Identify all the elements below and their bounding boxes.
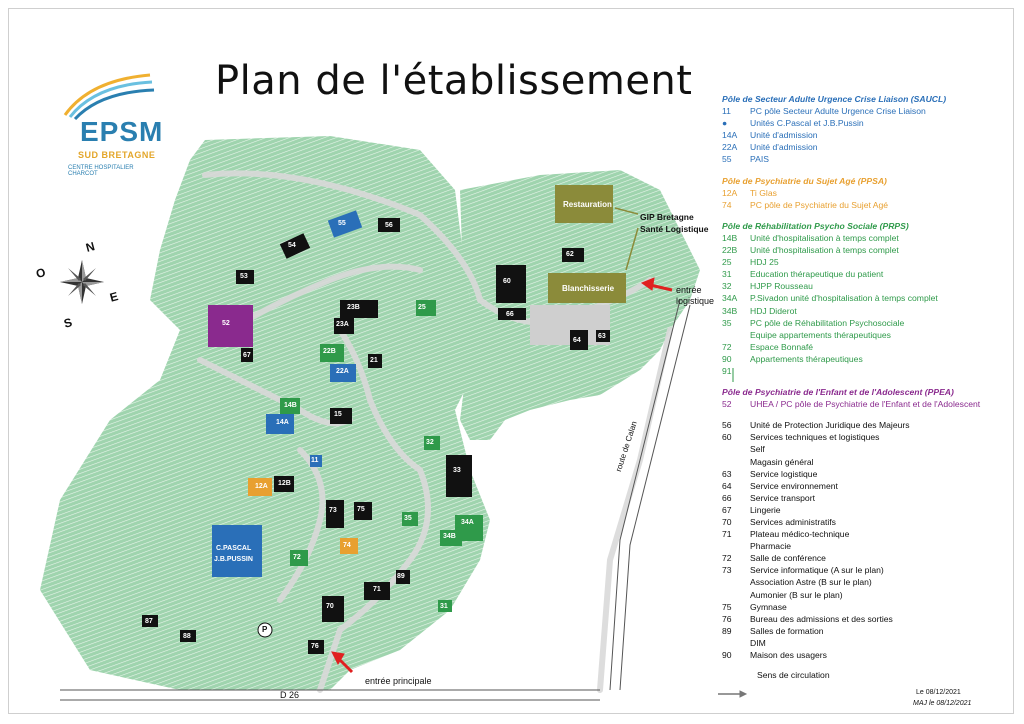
legend-item: [722, 365, 1012, 377]
legend-item-code: 73: [722, 565, 732, 576]
legend-item-text: Appartements thérapeutiques: [750, 353, 863, 364]
legend-item-text: PC pôle Secteur Adulte Urgence Crise Liaison: [750, 106, 926, 117]
legend-item: [722, 341, 1012, 353]
legend-item: [722, 419, 1012, 431]
legend-item-text: Service informatique (A sur le plan): [750, 565, 884, 576]
building-label-25: 25: [418, 304, 426, 311]
legend-item: [722, 528, 1012, 540]
legend-other-list: [722, 419, 1012, 661]
building-label-56: 56: [385, 222, 393, 229]
legend-item-code: 70: [722, 517, 732, 527]
building-label-14a: 14A: [276, 419, 289, 426]
building-label-87: 87: [145, 618, 153, 625]
building-label-89: 89: [397, 573, 405, 580]
building-label-73: 73: [329, 507, 337, 514]
legend-item: [722, 105, 1012, 117]
legend-item-text: Pharmacie: [750, 541, 792, 552]
compass-n: N: [84, 239, 97, 255]
building-label-22b: 22B: [323, 348, 336, 355]
legend-item: [722, 153, 1012, 165]
legend-item-code: 90: [722, 353, 732, 364]
building-label-52: 52: [222, 320, 230, 327]
building-label-33: 33: [453, 467, 461, 474]
legend-circulation: Sens de circulation: [757, 670, 830, 681]
building-label-23a: 23A: [336, 321, 349, 328]
legend-item-code: 14A: [722, 130, 738, 141]
legend-item: [722, 292, 1012, 304]
building-33-shape: [446, 455, 472, 497]
legend-item-text: P.Sivadon unité d'hospitalisation à temps complet: [750, 293, 938, 304]
legend-item-code: 11: [722, 106, 731, 117]
legend-item-code: 64: [722, 480, 732, 491]
legend-item: [722, 540, 1012, 552]
building-label-66: 66: [506, 311, 514, 318]
logo-subtitle: SUD BRETAGNE: [78, 150, 156, 160]
legend-item: [722, 329, 1012, 341]
legend-item: [722, 256, 1012, 268]
legend-item-code: 25: [722, 257, 732, 268]
legend-item: [722, 244, 1012, 256]
building-label-14b: 14B: [284, 402, 297, 409]
legend-item-code: 52: [722, 399, 732, 410]
maj-label: MAJ le 08/12/2021: [913, 700, 972, 707]
legend-item: [722, 601, 1012, 613]
legend-ppea-list: [722, 398, 1012, 410]
legend-item-text: Service logistique: [750, 468, 818, 479]
legend-item: [722, 353, 1012, 365]
legend-saucl-title: Pôle de Secteur Adulte Urgence Crise Liaison (SAUCL): [722, 94, 947, 104]
building-label-15: 15: [334, 411, 342, 418]
legend: [722, 93, 1012, 681]
legend-item: [722, 468, 1012, 480]
legend-item-code: 72: [722, 553, 732, 564]
page-title: Plan de l'établissement: [215, 58, 693, 104]
legend-item-text: PC pôle de Psychiatrie du Sujet Agé: [750, 199, 889, 210]
logo-swoosh-icon: [60, 70, 160, 120]
legend-item-text: Aumonier (B sur le plan): [750, 589, 843, 600]
legend-item: [722, 280, 1012, 292]
legend-item-text: Gymnase: [750, 601, 787, 612]
legend-item-text: Maison des usagers: [750, 650, 827, 661]
compass-rose: [60, 260, 104, 304]
legend-item-text: Ti Glas: [750, 187, 777, 198]
legend-item-code: [722, 540, 750, 552]
jbpussin-label: J.B.PUSSIN: [214, 556, 253, 563]
legend-item-text: Self: [750, 444, 765, 455]
legend-item-text: DIM: [750, 637, 766, 648]
legend-item: [722, 443, 1012, 455]
legend-item-text: Salle de conférence: [750, 553, 826, 564]
legend-item-code: 71: [722, 529, 732, 540]
legend-item-code: 60: [722, 432, 732, 443]
building-label-75: 75: [357, 506, 365, 513]
legend-ppea-title: Pôle de Psychiatrie de l'Enfant et de l'Adolescent (PPEA): [722, 387, 954, 398]
legend-item-text: Unité d'admission: [750, 130, 818, 141]
building-label-70: 70: [326, 603, 334, 610]
entree-principale-label: entrée principale: [365, 676, 432, 686]
legend-item-code: 22A: [722, 142, 738, 153]
legend-item-text: Plateau médico-technique: [750, 529, 850, 540]
building-label-22a: 22A: [336, 368, 349, 375]
legend-item-code: [722, 637, 750, 649]
building-73-shape: [326, 500, 344, 528]
epsm-logo: [60, 70, 164, 180]
legend-item: [722, 268, 1012, 280]
legend-item-text: Salles de formation: [750, 625, 824, 636]
legend-item-code: 72: [722, 341, 732, 352]
legend-item: [722, 232, 1012, 244]
legend-item-text: Unité d'admission: [750, 142, 818, 153]
legend-item-code: ●: [722, 118, 728, 129]
legend-item-text: Bureau des admissions et des sorties: [750, 613, 893, 624]
building-label-67: 67: [243, 352, 251, 359]
d26-label: D 26: [280, 690, 300, 700]
legend-item-code: 22B: [722, 245, 738, 256]
legend-item: [722, 649, 1012, 661]
building-label-72: 72: [293, 554, 301, 561]
building-label-88: 88: [183, 633, 191, 640]
legend-item: [722, 504, 1012, 516]
building-label-34a: 34A: [461, 519, 474, 526]
legend-item: [722, 552, 1012, 564]
legend-item-code: 14B: [722, 232, 738, 243]
legend-item-text: Service environnement: [750, 480, 838, 491]
legend-item: [722, 625, 1012, 637]
legend-item-text: Unités C.Pascal et J.B.Pussin: [750, 118, 864, 129]
legend-item-text: Services administratifs: [750, 517, 836, 527]
legend-item: [722, 317, 1012, 329]
legend-item-code: 12A: [722, 187, 738, 198]
legend-item: [722, 492, 1012, 504]
gip-label: GIP Bretagne: [640, 212, 694, 222]
building-label-62: 62: [566, 251, 574, 258]
building-label-23b: 23B: [347, 304, 360, 311]
building-label-32: 32: [426, 439, 434, 446]
legend-item-text: Association Astre (B sur le plan): [750, 577, 872, 588]
building-label-54: 54: [288, 242, 296, 249]
building-label-12a: 12A: [255, 483, 268, 490]
legend-item-code: 34B: [722, 305, 738, 316]
legend-item-text: PC pôle de Réhabilitation Psychosociale: [750, 317, 905, 328]
date-label: Le 08/12/2021: [916, 689, 961, 696]
legend-item-code: [722, 329, 750, 341]
legend-item: [722, 637, 1012, 649]
legend-item: [722, 431, 1012, 443]
legend-item-code: 63: [722, 468, 732, 479]
legend-item-text: PAIS: [750, 154, 769, 165]
restauration-label: Restauration: [563, 200, 612, 209]
legend-item-code: 67: [722, 504, 732, 515]
cpascal-label: C.PASCAL: [216, 545, 252, 552]
building-label-76: 76: [311, 643, 319, 650]
legend-item-text: Magasin général: [750, 456, 814, 467]
legend-item-text: Unité de Protection Juridique des Majeurs: [750, 420, 910, 431]
legend-item-code: 55: [722, 154, 732, 165]
legend-item-code: 75: [722, 601, 732, 612]
logo-name: EPSM: [80, 116, 164, 147]
legend-item-code: 74: [722, 199, 732, 210]
legend-item-code: 34A: [722, 293, 738, 304]
building-label-71: 71: [373, 586, 381, 593]
legend-item-code: 35: [722, 317, 732, 328]
gip-label-2: Santé Logistique: [640, 224, 709, 234]
building-label-12b: 12B: [278, 480, 291, 487]
building-label-55: 55: [338, 220, 346, 227]
legend-item: [722, 199, 1012, 211]
building-label-63: 63: [598, 333, 606, 340]
legend-item: [722, 129, 1012, 141]
legend-item-text: UHEA / PC pôle de Psychiatrie de l'Enfant et de l'Adolescent: [750, 399, 981, 410]
building-label-21: 21: [370, 357, 378, 364]
legend-item: [722, 589, 1012, 601]
legend-item-text: Unité d'hospitalisation à temps complet: [750, 245, 899, 256]
legend-item: [722, 516, 1012, 528]
legend-item: [722, 141, 1012, 153]
building-52-shape: [208, 305, 253, 347]
circulation-arrow: [718, 691, 746, 697]
legend-item-text: Education thérapeutique du patient: [750, 269, 884, 280]
legend-prps-title: Pôle de Réhabilitation Psycho Sociale (PRPS): [722, 220, 909, 231]
legend-item: [722, 117, 1012, 129]
legend-ppsa-list: [722, 187, 1012, 211]
building-label-74: 74: [343, 542, 351, 549]
legend-item: [722, 613, 1012, 625]
legend-item-text: Lingerie: [750, 504, 781, 515]
legend-item-text: Services techniques et logistiques: [750, 432, 880, 443]
legend-saucl-list: [722, 105, 1012, 165]
parking-label: P: [262, 625, 268, 634]
legend-item-text: Service transport: [750, 492, 815, 503]
legend-item-code: [722, 456, 750, 468]
legend-item-code: [722, 589, 750, 601]
building-label-11: 11: [311, 457, 319, 464]
building-label-31: 31: [440, 603, 448, 610]
legend-item-code: 66: [722, 492, 732, 503]
legend-item-text: HJPP Rousseau: [750, 281, 813, 292]
legend-item: [722, 305, 1012, 317]
legend-item: [722, 480, 1012, 492]
legend-item: [722, 398, 1012, 410]
legend-item-code: [722, 443, 750, 455]
legend-item-text: HDJ 25: [750, 257, 779, 268]
legend-item: [722, 576, 1012, 588]
legend-item-text: HDJ Diderot: [750, 305, 797, 316]
legend-item-code: 76: [722, 613, 732, 624]
building-60-shape: [496, 265, 526, 303]
legend-prps-list: [722, 232, 1012, 377]
building-label-53: 53: [240, 273, 248, 280]
building-label-60: 60: [503, 278, 511, 285]
legend-item: [722, 456, 1012, 468]
legend-item-text: Equipe appartements thérapeutiques: [750, 329, 891, 340]
compass-e: E: [108, 289, 120, 305]
route-label: route de Calan: [614, 420, 639, 473]
legend-item-code: 32: [722, 281, 732, 292]
legend-ppsa-title: Pôle de Psychiatrie du Sujet Agé (PPSA): [722, 175, 887, 186]
legend-item-text: Unité d'hospitalisation à temps complet: [750, 232, 899, 243]
logo-tagline: CENTRE HOSPITALIER CHARCOT: [68, 165, 134, 177]
legend-item-code: 89: [722, 625, 732, 636]
entree-logistique-label: entrée: [676, 285, 702, 295]
legend-item-code: [722, 576, 750, 588]
legend-item-code: 31: [722, 269, 732, 280]
building-label-35: 35: [404, 515, 412, 522]
compass-s: S: [62, 315, 74, 331]
legend-item-code: 90: [722, 650, 732, 661]
blanchisserie-label: Blanchisserie: [562, 284, 615, 293]
building-label-34b: 34B: [443, 533, 456, 540]
legend-item: [722, 187, 1012, 199]
legend-item-code: 91: [722, 365, 732, 376]
compass-o: O: [34, 265, 47, 281]
entree-logistique-label-2: logistique: [676, 296, 715, 306]
building-label-64: 64: [573, 337, 581, 344]
legend-item-text: Espace Bonnafé: [750, 341, 814, 352]
legend-item-code: 56: [722, 420, 732, 431]
legend-item: [722, 564, 1012, 576]
